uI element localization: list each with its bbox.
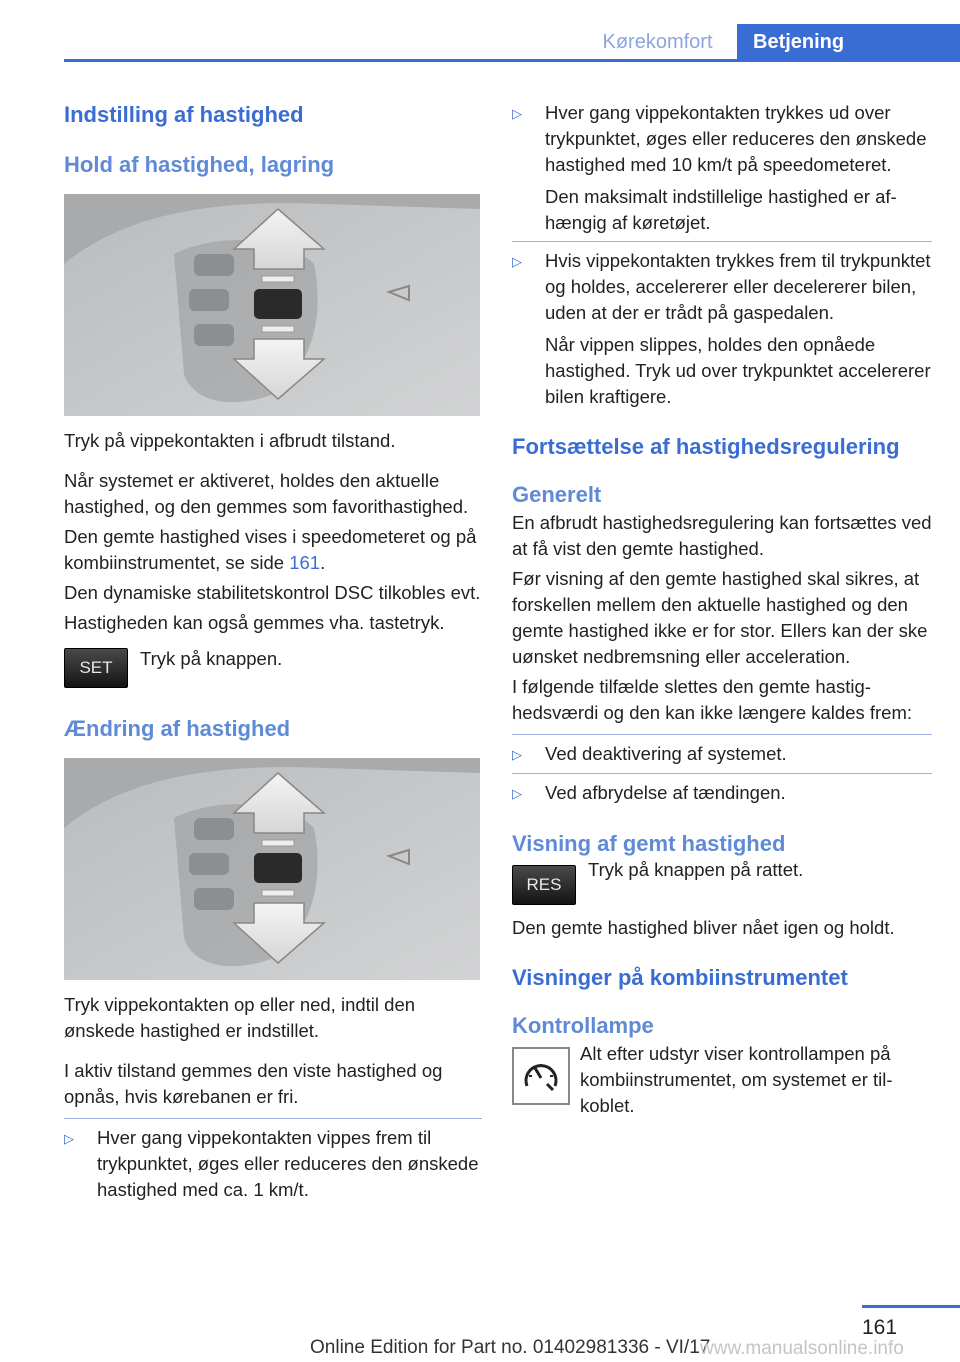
paragraph-r4: Den gemte hastighed bliver nået igen og holdt.	[512, 917, 895, 938]
steering-wheel-image-2	[64, 758, 480, 980]
header-rule	[64, 59, 960, 62]
subsection-title-kontrollampe: Kontrollampe	[512, 1013, 654, 1038]
tab-betjening[interactable]: Betjening	[737, 24, 960, 62]
page-link-161[interactable]: 161	[289, 552, 321, 573]
edition-footer: Online Edition for Part no. 01402981336 - VI/17	[310, 1337, 711, 1358]
set-key-text: Tryk på knappen.	[140, 648, 283, 669]
section-title-visninger: Visninger på kombiinstrumentet	[512, 965, 848, 990]
tab-korekomfort[interactable]: Kørekomfort	[602, 31, 713, 53]
page-number-rule	[862, 1305, 960, 1308]
paragraph-r2: Før visning af den gemte hastighed skal sikres, at forskellen mellem den aktuelle hastighed og den gemte hastighed ikke er for stor. Ellers kan der ske uønsket nedbremsning eller acceleration.	[512, 568, 928, 667]
subsection-title-hold: Hold af hastighed, lagring	[64, 152, 335, 177]
lamp-row	[512, 1043, 932, 1119]
res-key-icon: RES	[512, 865, 576, 905]
lamp-text: Alt efter udstyr viser kontrollampen på kombiinstrumentet, om systemet er tilkoblet.	[580, 1043, 893, 1116]
paragraph-2: Den gemte hastighed vises i speedometeret og på kombiinstrumentet, se side 161.	[64, 526, 477, 573]
res-key-text: Tryk på knappen på rattet.	[588, 859, 804, 880]
res-key-row	[512, 859, 932, 905]
right-column	[512, 100, 932, 1119]
left-column	[64, 100, 482, 1203]
section-title-indstilling: Indstilling af hastighed	[64, 102, 304, 127]
triangle-bullet-icon: ▷	[512, 786, 522, 801]
paragraph-3: Den dynamiske stabilitetskontrol DSC tilkobles evt.	[64, 582, 481, 603]
bullet-item-2: ▷ Hver gang vippekontakten trykkes ud over trykpunktet, øges eller reduceres den ønskede hastighed med 10 km/t på speedometeret.	[512, 100, 932, 178]
subsection-title-visning: Visning af gemt hastighed	[512, 831, 786, 856]
triangle-bullet-icon: ▷	[512, 106, 522, 121]
bullet-item-1: ▷ Hver gang vippekontakten vippes frem til trykpunktet, øges eller reduceres den ønskede hastighed med ca. 1 km/t.	[64, 1125, 482, 1203]
bullet-divider	[512, 734, 932, 735]
paragraph-5: I aktiv tilstand gemmes den viste hastighed og opnås, hvis kørebanen er fri.	[64, 1060, 443, 1107]
paragraph-r1: En afbrudt hastighedsregulering kan fortsættes ved at få vist den gemte hastighed.	[512, 512, 932, 559]
steering-wheel-image-1	[64, 194, 480, 416]
bullet-2-note: Den maksimalt indstillelige hastighed er afhængig af køretøjet.	[545, 186, 897, 233]
paragraph-r3: I følgende tilfælde slettes den gemte hastighedsværdi og den kan ikke længere kaldes frem:	[512, 676, 913, 723]
bullet-item-5: ▷ Ved afbrydelse af tændingen.	[512, 780, 932, 807]
subsection-title-aendring: Ændring af hastighed	[64, 716, 291, 741]
page-number: 161	[862, 1316, 898, 1339]
section-title-fortsaettelse: Fortsættelse af hastighedsregulering	[512, 434, 900, 459]
bullet-item-3: ▷ Hvis vippekontakten trykkes frem til trykpunktet og holdes, accelererer eller decelererer bilen, uden at der er trådt på gaspedalen.	[512, 248, 932, 326]
caption-1: Tryk på vippekontakten i afbrudt tilstand.	[64, 430, 396, 451]
bullet-item-4: ▷ Ved deaktivering af systemet.	[512, 741, 932, 768]
bullet-divider	[64, 1118, 482, 1119]
triangle-bullet-icon: ▷	[64, 1131, 74, 1146]
paragraph-1: Når systemet er aktiveret, holdes den aktuelle hastighed, og den gemmes som favorithastighed.	[64, 470, 469, 517]
watermark: www.manualsonline.info	[700, 1338, 904, 1359]
bullet-divider	[512, 241, 932, 242]
subsection-title-generelt: Generelt	[512, 482, 602, 507]
paragraph-4: Hastigheden kan også gemmes vha. tastetryk.	[64, 612, 445, 633]
bullet-3-note: Når vippen slippes, holdes den opnåede hastighed. Tryk ud over trykpunktet accelererer bilen kraftigere.	[545, 334, 931, 407]
triangle-bullet-icon: ▷	[512, 747, 522, 762]
bullet-divider	[512, 773, 932, 774]
set-key-icon: SET	[64, 648, 128, 688]
speedometer-lamp-icon	[512, 1047, 570, 1105]
triangle-bullet-icon: ▷	[512, 254, 522, 269]
set-key-row	[64, 648, 482, 688]
caption-2: Tryk vippekontakten op eller ned, indtil den ønskede hastighed er indstillet.	[64, 994, 416, 1041]
